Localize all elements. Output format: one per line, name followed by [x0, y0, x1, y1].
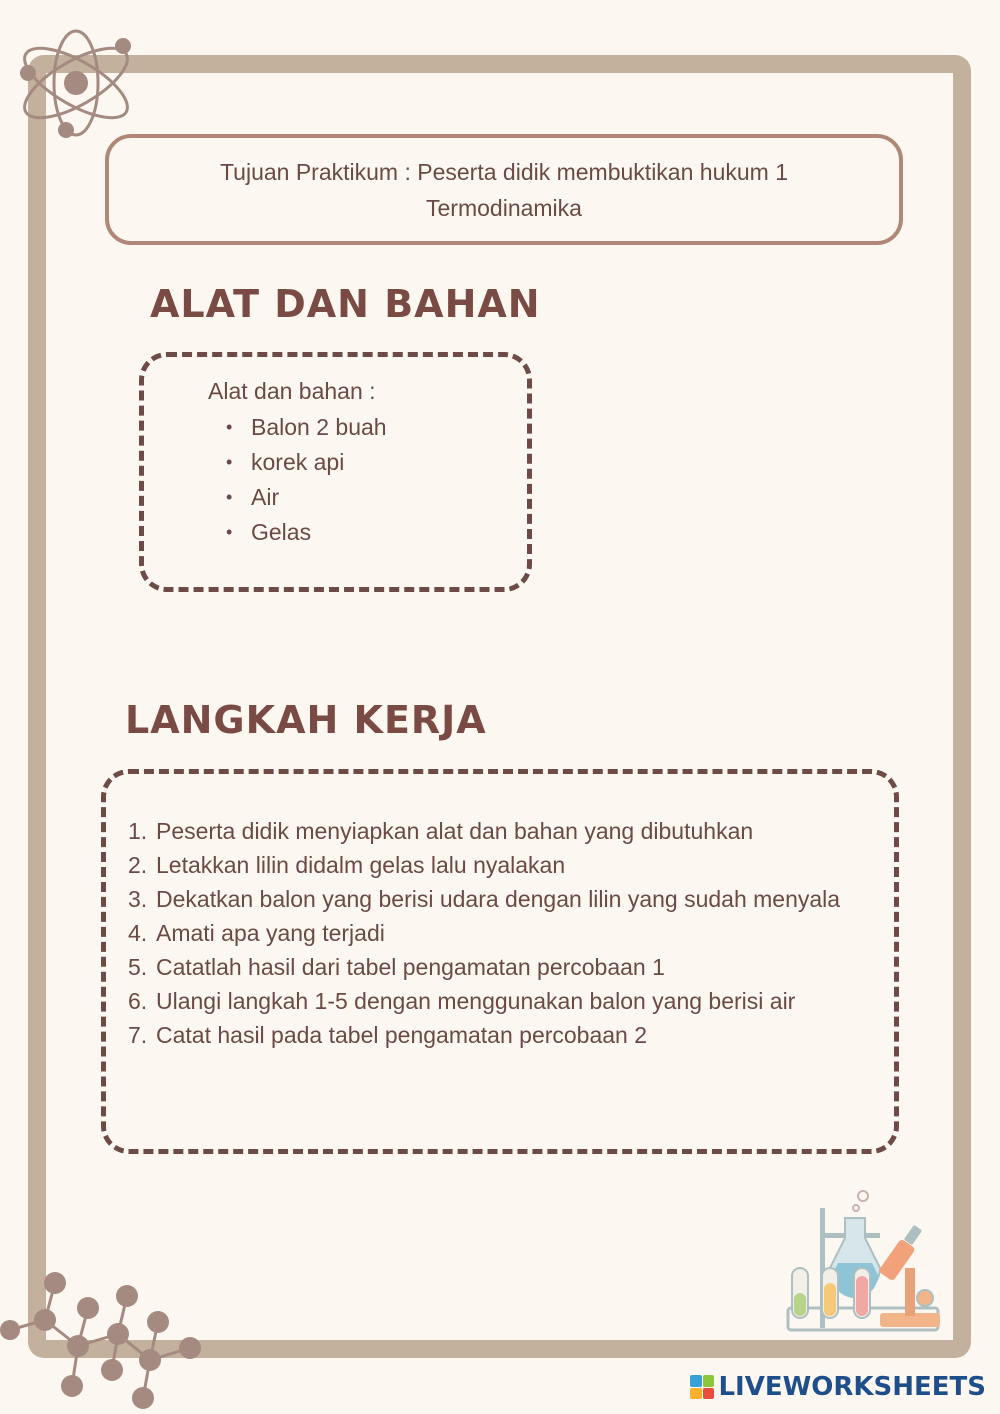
molecule-icon	[0, 1268, 210, 1414]
atom-icon	[10, 28, 140, 143]
step-item: 4. Amati apa yang terjadi	[128, 920, 385, 946]
alat-list	[226, 410, 387, 550]
lab-equipment-icon	[780, 1188, 945, 1338]
liveworksheets-logo-icon	[690, 1375, 714, 1399]
goal-line-2: Termodinamika	[426, 194, 582, 221]
step-item: 5. Catatlah hasil dari tabel pengamatan percobaan 1	[128, 954, 665, 980]
list-item: • Air	[226, 480, 387, 515]
alat-intro: Alat dan bahan :	[208, 378, 376, 404]
brand-name: LIVEWORKSHEETS	[718, 1372, 986, 1402]
goal-box	[105, 134, 903, 245]
langkah-heading: LANGKAH KERJA	[125, 698, 487, 742]
list-item-label: Balon 2 buah	[251, 414, 387, 440]
list-item: • Balon 2 buah	[226, 410, 387, 445]
list-item: • korek api	[226, 445, 387, 480]
list-item-label: Air	[251, 484, 280, 510]
step-item: 3. Dekatkan balon yang berisi udara dengan lilin yang sudah menyala	[128, 886, 841, 912]
step-item: 6. Ulangi langkah 1-5 dengan menggunakan balon yang berisi air	[128, 988, 796, 1014]
step-item: 2. Letakkan lilin didalm gelas lalu nyalakan	[128, 852, 566, 878]
goal-line-1: Tujuan Praktikum : Peserta didik membuktikan hukum 1	[219, 158, 788, 185]
step-item: 1. Peserta didik menyiapkan alat dan bahan yang dibutuhkan	[128, 818, 754, 844]
list-item: • Gelas	[226, 515, 387, 550]
step-item: 7. Catat hasil pada tabel pengamatan percobaan 2	[128, 1022, 648, 1048]
steps-list	[128, 814, 888, 1052]
liveworksheets-logo	[690, 1372, 986, 1402]
list-item-label: korek api	[251, 449, 345, 475]
list-item-label: Gelas	[251, 519, 312, 545]
alat-heading: ALAT DAN BAHAN	[150, 282, 541, 326]
